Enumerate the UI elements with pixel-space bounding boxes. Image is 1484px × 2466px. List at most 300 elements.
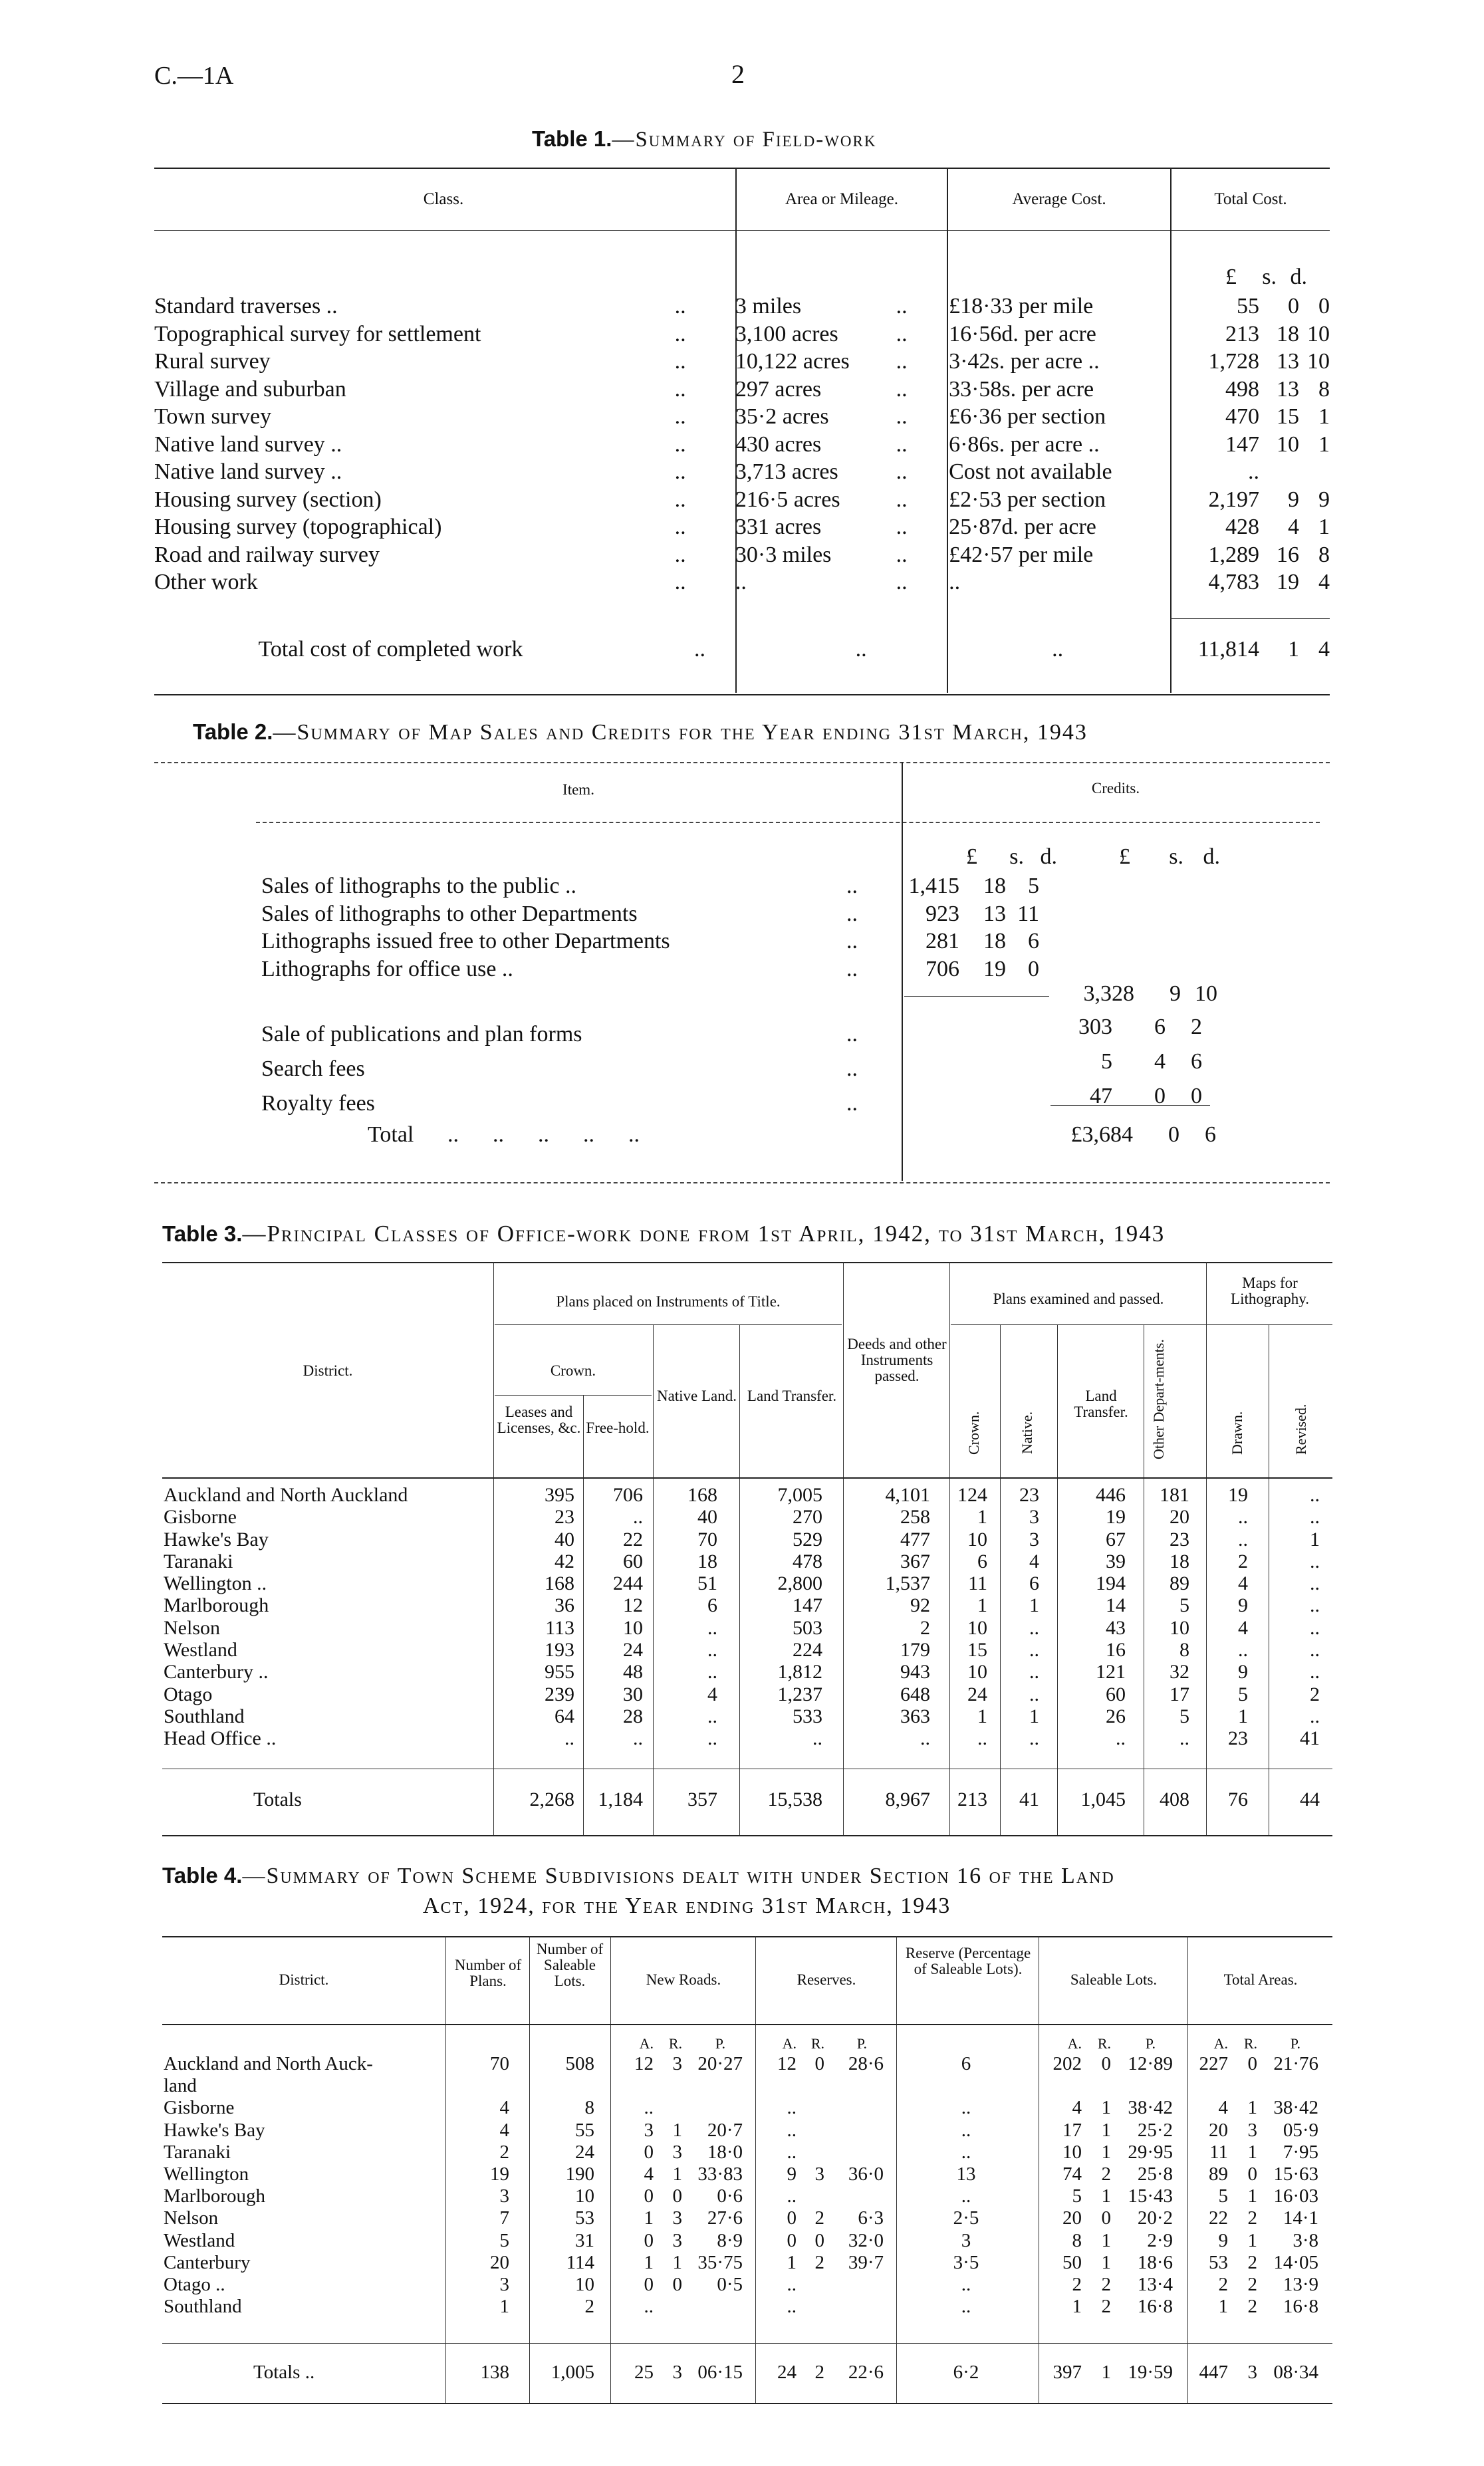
table-row <box>164 1661 1332 1683</box>
district-name: Nelson <box>164 2207 219 2229</box>
cell-value: 648 <box>900 1683 930 1705</box>
area-acres: .. <box>787 2119 797 2141</box>
cell-value: 5 <box>1179 1705 1189 1727</box>
credit-pence: 6 <box>1191 1049 1202 1074</box>
item-label: Search fees <box>261 1056 365 1081</box>
cell-value: 67 <box>1106 1528 1126 1550</box>
table1-total-d: 4 <box>1318 637 1330 662</box>
area-acres: 10 <box>1062 2141 1082 2163</box>
table4-header-plans: Number of Plans. <box>454 1957 522 1989</box>
table-row <box>164 1529 1332 1550</box>
district-name: Canterbury <box>164 2251 251 2273</box>
table2-total-row: Total .. .. .. .. .. £3,684 0 6 <box>261 1121 1325 1149</box>
table-row <box>164 2163 1332 2185</box>
table-row <box>164 1572 1332 1594</box>
area-acres: 0 <box>644 2185 654 2207</box>
cell-value: 39 <box>1106 1550 1126 1572</box>
area-value: 430 acres <box>735 432 822 457</box>
cell-value: 32 <box>1170 1661 1189 1683</box>
table2-units <box>918 843 1220 871</box>
cell-value: .. <box>707 1639 717 1662</box>
cell-value: 1 <box>1238 1705 1248 1727</box>
area-roods: 2 <box>1101 2163 1111 2185</box>
area-perches: 39·7 <box>848 2251 884 2273</box>
class-label: Native land survey .. <box>154 432 342 457</box>
cost-pounds: 213 <box>1225 321 1259 346</box>
cell-value: .. <box>1310 1594 1320 1617</box>
area-roods: 0 <box>672 2274 682 2296</box>
credit-shillings: 0 <box>1154 1084 1166 1108</box>
area-acres: 3 <box>644 2119 654 2141</box>
cell-value: 955 <box>545 1661 574 1683</box>
cell-value: .. <box>1310 1572 1320 1595</box>
cell-value: 9 <box>1238 1661 1248 1683</box>
area-roods: 0 <box>672 2185 682 2207</box>
district-cell <box>164 2207 445 2229</box>
area-acres: 0 <box>644 2274 654 2296</box>
district-name-cont: land <box>164 2075 197 2097</box>
area-perches: 22·6 <box>848 2362 884 2383</box>
district-cell <box>164 2252 445 2274</box>
cost-pence <box>1299 458 1330 486</box>
area-value: 3 miles <box>735 294 802 318</box>
cost-shillings: 13 <box>1277 376 1299 402</box>
area-perches: 7·95 <box>1283 2141 1318 2163</box>
table1-header-area: Area or Mileage. <box>785 190 899 208</box>
cell-value: 113 <box>545 1616 574 1639</box>
cell-value: 23 <box>1228 1727 1248 1750</box>
class-label: Housing survey (section) <box>154 487 382 512</box>
cell-value: 18 <box>1170 1550 1189 1572</box>
cell-value: 244 <box>613 1572 643 1595</box>
rule <box>154 762 1330 763</box>
cell-value: 1,537 <box>885 1572 930 1595</box>
cell-value: 181 <box>1160 1484 1189 1506</box>
area-roods: 3 <box>814 2163 824 2185</box>
table-row: Town survey .. 35·2 acres .. £6·36 per section 470 15 1 <box>154 403 1330 431</box>
table4-header-reserve-pct: Reserve (Percentage of Saleable Lots). <box>905 1945 1031 1977</box>
cell-value: 5 <box>1179 1594 1189 1617</box>
avg-value: 33·58s. per acre <box>949 376 1094 402</box>
cell-value: 706 <box>613 1484 643 1506</box>
area-acres: 4 <box>1218 2097 1228 2119</box>
credit-shillings: 6 <box>1154 1015 1166 1039</box>
district-name: Westland <box>164 1639 237 1662</box>
table-row: Lithographs for office use .. .. 706 19 0 <box>261 955 1325 983</box>
district-name: Totals <box>253 1788 302 1810</box>
avg-value: £42·57 per mile <box>949 542 1094 567</box>
area-perches: 14·1 <box>1283 2207 1318 2229</box>
cell-value: 10 <box>967 1616 987 1639</box>
cell-value: .. <box>1238 1639 1248 1662</box>
area-perches: 8·9 <box>717 2229 743 2251</box>
area-perches: 13·4 <box>1137 2274 1173 2296</box>
table-row: Housing survey (topographical) .. 331 acres .. 25·87d. per acre 428 4 1 <box>154 513 1330 541</box>
plans-count: 19 <box>490 2163 509 2185</box>
table1-total-avg: .. <box>1052 637 1064 662</box>
area-roods: 3 <box>1247 2362 1257 2383</box>
cell-value: 179 <box>900 1639 930 1662</box>
cell-value: 4 <box>1238 1572 1248 1595</box>
table-row: Other work .. .. .. .. 4,783 19 4 <box>154 568 1330 596</box>
cell-value: 529 <box>793 1528 822 1550</box>
cell-value: 1 <box>1029 1594 1039 1617</box>
area-acres: 12 <box>634 2053 654 2074</box>
unit-pound: £ <box>1119 844 1130 869</box>
area-perches: 6·3 <box>858 2207 884 2229</box>
unit-pence: d. <box>1040 844 1057 869</box>
rule <box>162 2024 1332 2025</box>
area-perches: 0·6 <box>717 2185 743 2207</box>
table-row: Village and suburban .. 297 acres .. 33·58s. per acre 498 13 8 <box>154 376 1330 404</box>
area-perches <box>824 2120 884 2142</box>
area-acres: 0 <box>644 2229 654 2251</box>
table-row <box>164 2185 1332 2207</box>
area-perches: 36·0 <box>848 2163 884 2185</box>
cost-shillings: 16 <box>1277 542 1299 567</box>
area-roods: 1 <box>1101 2141 1111 2163</box>
area-perches: 29·95 <box>1128 2141 1173 2163</box>
area-roods: 1 <box>1101 2119 1111 2141</box>
cell-value: 48 <box>623 1661 643 1683</box>
item-label: Sales of lithographs to other Departments <box>261 901 638 926</box>
reserve-pct: .. <box>961 2097 971 2119</box>
cell-value: .. <box>707 1727 717 1750</box>
table3-title-text: —Principal Classes of Office-work done from 1st April, 1942, to 31st March, 1943 <box>242 1221 1166 1247</box>
credit-pounds: 1,415 <box>908 874 959 898</box>
credit-pounds: 923 <box>926 901 959 926</box>
table4-header-reserves: Reserves. <box>797 1971 856 1988</box>
cost-pounds: 55 <box>1237 294 1259 318</box>
table-row: Rural survey .. 10,122 acres .. 3·42s. per acre .. 1,728 13 10 <box>154 348 1330 376</box>
area-roods: 0 <box>814 2053 824 2074</box>
reserve-pct: 6·2 <box>953 2362 979 2383</box>
area-roods: 3 <box>672 2141 682 2163</box>
table3-rows <box>164 1484 1332 1750</box>
cell-value: 12 <box>623 1594 643 1617</box>
cell-value: .. <box>1310 1616 1320 1639</box>
lots-count: 10 <box>575 2274 594 2296</box>
cell-value: 51 <box>697 1572 717 1595</box>
area-acres: 12 <box>777 2053 797 2074</box>
table2-label: Table 2. <box>193 719 273 744</box>
cell-value: 533 <box>793 1705 822 1727</box>
avg-value: 6·86s. per acre .. <box>949 432 1100 457</box>
area-acres: .. <box>787 2141 797 2163</box>
cell-value: .. <box>633 1727 643 1750</box>
area-roods: 2 <box>1247 2207 1257 2229</box>
reserve-pct: .. <box>961 2185 971 2207</box>
cell-value: .. <box>633 1506 643 1529</box>
area-perches: 08·34 <box>1273 2362 1318 2383</box>
district-name: Head Office .. <box>164 1727 277 1750</box>
avg-value: £6·36 per section <box>949 404 1106 429</box>
cell-value: 408 <box>1160 1788 1189 1810</box>
table1-label: Table 1. <box>532 126 612 151</box>
area-acres: 20 <box>1209 2119 1228 2141</box>
cell-value: 89 <box>1170 1572 1189 1595</box>
table-row: Standard traverses .. .. 3 miles .. £18·33 per mile 55 0 0 <box>154 293 1330 320</box>
area-roods: 1 <box>1101 2251 1111 2273</box>
area-acres: .. <box>644 2097 654 2119</box>
avg-value: Cost not available <box>949 459 1112 484</box>
cell-value: 3 <box>1029 1506 1039 1529</box>
area-acres: 89 <box>1209 2163 1228 2185</box>
area-value: 3,100 acres <box>735 321 838 346</box>
reserve-pct: 3·5 <box>953 2251 979 2273</box>
credit-shillings: 13 <box>983 901 1006 926</box>
cell-value: 11 <box>968 1572 987 1595</box>
cell-value: 14 <box>1106 1594 1126 1617</box>
area-perches <box>682 2097 743 2119</box>
table3-header-crown: Crown. <box>550 1362 596 1379</box>
table-row <box>164 2252 1332 2274</box>
table4-rows <box>164 2034 1332 2318</box>
unit-roods: R. <box>1243 2035 1257 2052</box>
area-roods: 1 <box>1247 2229 1257 2251</box>
district-name: Otago <box>164 1683 213 1705</box>
area-perches: 38·42 <box>1128 2097 1173 2119</box>
table1-header-class: Class. <box>423 190 464 208</box>
table3-label: Table 3. <box>162 1221 243 1246</box>
table-row: Royalty fees .. 47 0 0 <box>261 1082 1325 1117</box>
cost-pounds: 1,289 <box>1208 542 1259 567</box>
unit-acres: A. <box>1213 2035 1228 2052</box>
cost-pence: 4 <box>1318 570 1330 594</box>
unit-shilling: s. <box>1169 844 1183 869</box>
area-roods: 2 <box>1101 2296 1111 2318</box>
cell-value: 15 <box>967 1639 987 1662</box>
area-value: 10,122 acres <box>735 349 850 374</box>
table3-header-maps: Maps for Lithography. <box>1231 1275 1309 1307</box>
table1-total-l: 11,814 <box>1197 637 1259 662</box>
cell-value: 503 <box>793 1616 822 1639</box>
unit-perches: P. <box>856 2035 867 2052</box>
cell-value: 24 <box>967 1683 987 1705</box>
reserve-pct: 6 <box>961 2053 971 2074</box>
credit-shillings: 18 <box>983 929 1006 953</box>
area-acres: 1 <box>1218 2296 1228 2318</box>
cell-value: 147 <box>793 1594 822 1617</box>
cell-value: 60 <box>1106 1683 1126 1705</box>
cell-value: 478 <box>793 1550 822 1572</box>
table-row: Native land survey .. .. 430 acres .. 6·86s. per acre .. 147 10 1 <box>154 431 1330 459</box>
cell-value: .. <box>1116 1727 1126 1750</box>
area-perches: 20·2 <box>1137 2207 1173 2229</box>
cell-value: .. <box>1029 1639 1039 1662</box>
area-perches: 14·05 <box>1273 2251 1318 2273</box>
district-name: Gisborne <box>164 2097 235 2119</box>
cell-value: .. <box>1310 1705 1320 1727</box>
area-roods: 2 <box>814 2362 824 2383</box>
area-roods: 2 <box>1247 2274 1257 2296</box>
cell-value: .. <box>1310 1550 1320 1572</box>
plans-count: 4 <box>499 2119 509 2141</box>
cell-value: 1 <box>977 1705 987 1727</box>
unit-roods: R. <box>1097 2035 1111 2052</box>
area-value: 30·3 miles <box>735 542 832 567</box>
plans-count: 138 <box>480 2362 509 2383</box>
unit-roods: R. <box>810 2035 824 2052</box>
cell-value: 76 <box>1228 1788 1248 1810</box>
cell-value: 9 <box>1238 1594 1248 1617</box>
cell-value: 23 <box>1019 1484 1039 1506</box>
class-label: Native land survey .. <box>154 459 342 484</box>
area-perches: 15·63 <box>1273 2163 1318 2185</box>
area-roods: 3 <box>672 2229 682 2251</box>
unit-acres: A. <box>639 2035 654 2052</box>
area-roods: 2 <box>1101 2274 1111 2296</box>
table2-total-l: £3,684 <box>1070 1122 1133 1147</box>
area-roods: 3 <box>672 2362 682 2383</box>
area-perches: 13·9 <box>1283 2274 1318 2296</box>
area-value: 297 acres <box>735 376 822 402</box>
area-perches: 25·2 <box>1137 2119 1173 2141</box>
cost-pounds: 470 <box>1225 404 1259 429</box>
avg-value: 25·87d. per acre <box>949 515 1096 539</box>
unit-roods: R. <box>668 2035 682 2052</box>
table4-header-district: District. <box>279 1971 329 1988</box>
cell-value: .. <box>1238 1506 1248 1529</box>
class-label: Topographical survey for settlement <box>154 321 481 346</box>
cell-value: 1 <box>1029 1705 1039 1727</box>
cell-value: 4 <box>1238 1616 1248 1639</box>
cell-value: 2,800 <box>777 1572 822 1595</box>
plans-count: 20 <box>490 2251 509 2273</box>
table2-subtotal-l: 3,328 <box>1083 981 1134 1006</box>
class-label: Standard traverses .. <box>154 294 338 318</box>
cost-pence: 10 <box>1307 349 1330 374</box>
area-roods: 3 <box>1247 2119 1257 2141</box>
district-name: Hawke's Bay <box>164 2119 265 2141</box>
table3-header-ex-lt: Land Transfer. <box>1074 1388 1128 1420</box>
rule <box>1170 618 1330 619</box>
area-acres: 9 <box>1218 2229 1228 2251</box>
area-roods: 0 <box>814 2229 824 2251</box>
unit-perches: P. <box>1145 2035 1156 2052</box>
credit-pence: 5 <box>1028 874 1039 898</box>
area-perches: 16·8 <box>1283 2296 1318 2318</box>
area-value: 331 acres <box>735 515 822 539</box>
credit-pence: 0 <box>1191 1084 1202 1108</box>
cell-value: 395 <box>545 1484 574 1506</box>
table-row <box>164 1639 1332 1661</box>
item-label: Lithographs for office use .. <box>261 956 513 981</box>
plans-count: 1 <box>499 2296 509 2318</box>
cell-value: 258 <box>900 1506 930 1529</box>
area-acres: 0 <box>644 2141 654 2163</box>
area-acres: 25 <box>634 2362 654 2383</box>
cell-value: 213 <box>957 1788 987 1810</box>
cell-value: 60 <box>623 1550 643 1572</box>
cell-value: 15,538 <box>767 1788 822 1810</box>
table-row <box>164 1550 1332 1572</box>
area-roods <box>797 2274 824 2296</box>
class-label: Town survey <box>154 404 272 429</box>
cell-value: 19 <box>1228 1484 1248 1506</box>
cell-value: 30 <box>623 1683 643 1705</box>
area-value: 216·5 acres <box>735 487 840 512</box>
rule <box>162 2403 1332 2404</box>
cost-pounds: 147 <box>1225 432 1259 457</box>
plans-count: 2 <box>499 2141 509 2163</box>
unit-shilling: s. <box>1009 844 1024 869</box>
district-cell <box>164 2120 445 2142</box>
table2-header-credits: Credits. <box>1091 780 1140 797</box>
area-perches: 27·6 <box>707 2207 743 2229</box>
table4-title-line1: —Summary of Town Scheme Subdivisions dealt with under Section 16 of the Land <box>242 1864 1115 1888</box>
district-name: Canterbury .. <box>164 1661 269 1683</box>
area-perches <box>682 2296 743 2318</box>
cell-value: 367 <box>900 1550 930 1572</box>
area-acres: 17 <box>1062 2119 1082 2141</box>
cell-value: .. <box>1029 1616 1039 1639</box>
cell-value: .. <box>1179 1727 1189 1750</box>
reserve-pct: 13 <box>956 2163 976 2185</box>
lots-count: 2 <box>584 2296 594 2318</box>
area-perches <box>824 2142 884 2163</box>
cost-shillings: 10 <box>1277 432 1299 457</box>
credit-pounds: 303 <box>1078 1015 1112 1039</box>
district-cell <box>164 2274 445 2296</box>
district-cell <box>164 2230 445 2252</box>
area-perches: 06·15 <box>697 2362 743 2383</box>
table-row <box>164 1727 1332 1749</box>
table3-header-ex-other: Other Depart-ments. <box>1150 1339 1167 1460</box>
area-roods: 1 <box>672 2163 682 2185</box>
table-row <box>164 1594 1332 1616</box>
area-roods <box>797 2120 824 2142</box>
area-acres: 11 <box>1209 2141 1228 2163</box>
area-perches <box>824 2274 884 2296</box>
cell-value: 18 <box>697 1550 717 1572</box>
cost-shillings: 18 <box>1277 321 1299 346</box>
cell-value: 10 <box>967 1661 987 1683</box>
area-roods <box>797 2185 824 2207</box>
table1-total-s: 1 <box>1288 637 1299 662</box>
table3-header-drawn: Drawn. <box>1229 1411 1245 1455</box>
cell-value: .. <box>920 1727 930 1750</box>
rule <box>162 1835 1332 1836</box>
cell-value: 36 <box>555 1594 574 1617</box>
table2-subtotal <box>1048 980 1217 1008</box>
table2-subtotal-s: 9 <box>1170 981 1181 1006</box>
cell-value: 1,184 <box>598 1788 643 1810</box>
table-row: Sale of publications and plan forms .. 303 6 2 <box>261 1013 1325 1048</box>
credit-pounds: 5 <box>1101 1049 1112 1074</box>
cell-value: .. <box>1310 1661 1320 1683</box>
area-acres: 74 <box>1062 2163 1082 2185</box>
unit-acres: A. <box>782 2035 797 2052</box>
rule <box>154 230 1330 231</box>
lots-count: 508 <box>565 2053 594 2074</box>
cell-value: 7,005 <box>777 1484 822 1506</box>
lots-count: 53 <box>575 2207 594 2229</box>
cost-pence: 8 <box>1318 376 1330 402</box>
cell-value: 2 <box>920 1616 930 1639</box>
table1-total-label: Total cost of completed work <box>258 637 523 662</box>
table2-total-label: Total <box>368 1122 414 1147</box>
cell-value: 43 <box>1106 1616 1126 1639</box>
credit-pence: 6 <box>1028 929 1039 953</box>
lots-count: 1,005 <box>551 2362 594 2383</box>
area-roods: 3 <box>672 2207 682 2229</box>
table1-title-text: —Summary of Field-work <box>612 128 877 152</box>
cell-value: 1 <box>977 1594 987 1617</box>
cost-shillings: 0 <box>1288 294 1299 318</box>
cell-value: 363 <box>900 1705 930 1727</box>
table3-header-plans-examined: Plans examined and passed. <box>993 1291 1164 1307</box>
